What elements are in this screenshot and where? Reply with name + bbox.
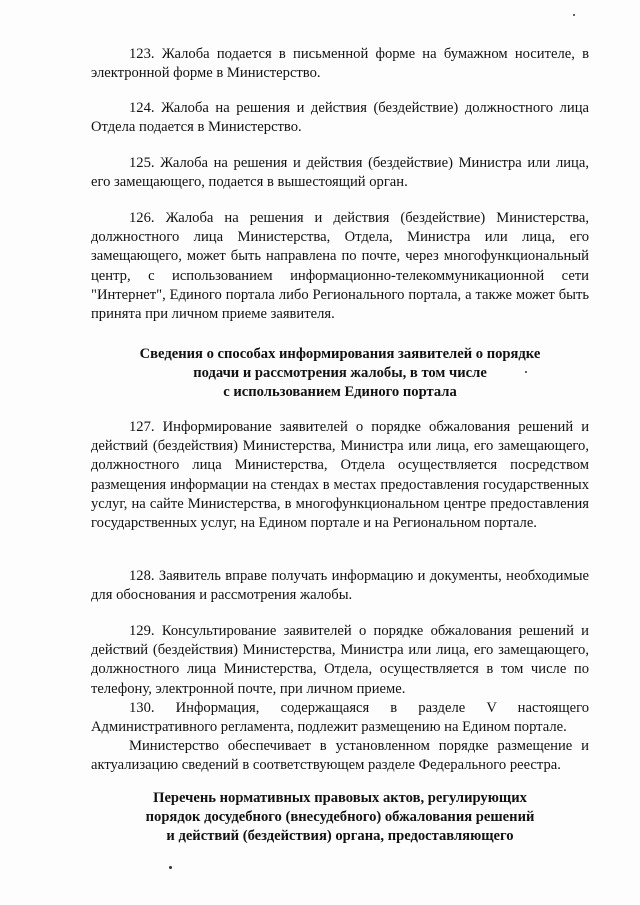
heading-line: и действий (бездействия) органа, предоставляющего [166, 828, 514, 845]
heading-line: Перечень нормативных правовых актов, регулирующих [153, 790, 527, 806]
heading-line: подачи и рассмотрения жалобы, в том числе [193, 365, 487, 382]
paragraph-124: 124. Жалоба на решения и действия (бездействие) должностного лица Отдела подается в Министерство. [91, 100, 589, 136]
heading-line: с использованием Единого портала [223, 384, 457, 401]
paragraph-ministry-obligation: Министерство обеспечивает в установленном порядке размещение и актуализацию сведений в соответствующем разделе Федерального реестра. [91, 738, 589, 774]
scan-speck [169, 866, 172, 869]
scan-speck [573, 14, 575, 16]
heading-line: Сведения о способах информирования заявителей о порядке [139, 346, 541, 362]
paragraph-130: 130. Информация, содержащаяся в разделе V настоящего Административного регламента, подлежит размещению на Едином портале. [91, 700, 589, 736]
heading-line: порядок досудебного (внесудебного) обжалования решений [145, 809, 535, 826]
paragraph-127: 127. Информирование заявителей о порядке обжалования решений и действий (бездействия) Министерства, Министра или лица, его замещающего, должностного лица Министерства, Отдела осуществляется посредством размещения информации на стендах в местах предоставления государственных услуг, на сайте Министерства, в многофункциональном центре предоставления государственных услуг, на Едином портале и на Региональном портале. [91, 419, 589, 532]
paragraph-128: 128. Заявитель вправе получать информацию и документы, необходимые для обоснования и рассмотрения жалобы. [91, 568, 589, 604]
paragraph-123: 123. Жалоба подается в письменной форме на бумажном носителе, в электронной форме в Министерство. [91, 46, 589, 82]
section-heading-legal-acts [91, 789, 589, 847]
paragraph-125: 125. Жалоба на решения и действия (бездействие) Министра или лица, его замещающего, подается в вышестоящий орган. [91, 155, 589, 191]
section-heading-complaint-info [91, 345, 589, 403]
paragraph-129: 129. Консультирование заявителей о порядке обжалования решений и действий (бездействия) Министерства, Министра или лица, его замещающего, должностного лица Министерства, Отдела, осуществляется в том числе по телефону, электронной почте, при личном приеме. [91, 623, 589, 697]
scan-speck [525, 371, 527, 373]
paragraph-126: 126. Жалоба на решения и действия (бездействие) Министерства, должностного лица Министерства, Отдела, Министра или лица, его замещающего, может быть направлена по почте, через многофункциональный центр, с использованием информационно-телекоммуникационной сети "Интернет", Единого портала либо Регионального портала, а также может быть принята при личном приеме заявителя. [91, 210, 589, 323]
